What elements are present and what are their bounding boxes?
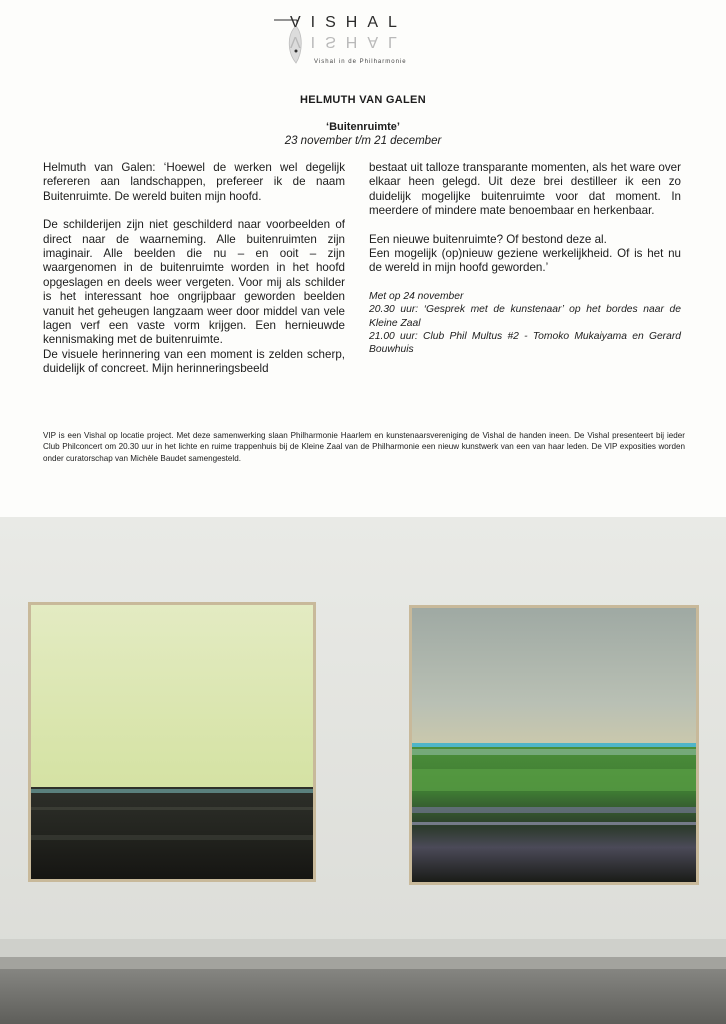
logo-wordmark-reflection: VISHAL <box>290 33 407 50</box>
paragraph-paintings: De schilderijen zijn niet geschilderd naar voorbeelden of direct naar de waarneming. Alle buitenruimten zijn imaginair. Alle beelden die nu – en ooit – zijn waargenomen in de buitenruimte worden in het hoofd opgeslagen en deels weer vergeten. Voor mij als schilder is het interessant hoe ongrijpbaar geworden beelden vanuit het geheugen langzaam weer door middel van vele lagen verf een vaste vorm krijgen. Een hernieuwde kennismaking met de buitenruimte. <box>43 218 345 347</box>
text-column-left <box>43 161 345 377</box>
paragraph-closing: Een mogelijk (op)nieuw geziene werkelijkheid. Of is het nu de wereld in mijn hoofd geworden.’ <box>369 247 681 275</box>
vishal-logo <box>270 8 460 73</box>
paragraph-memory: De visuele herinnering van een moment is zelden scherp, duidelijk of concreet. Mijn herinneringsbeeld <box>43 347 345 376</box>
text-column-right <box>369 161 681 357</box>
events-intro: Met op 24 november <box>369 290 464 302</box>
paragraph-moments: bestaat uit talloze transparante momenten, als het ware over elkaar heen gelegd. Uit deze brei destilleer ik een zo duidelijk mogelijke buitenruimte voor dat moment. In meerdere of mindere mate benoembaar en herkenbaar. <box>369 161 681 218</box>
footer-note: VIP is een Vishal op locatie project. Met deze samenwerking slaan Philharmonie Haarlem en kunstenaarsvereniging de Vishal de handen ineen. De Vishal presenteert bij ieder Club Philconcert om 20.30 uur in het lichte en ruime trappenhuis bij de Kleine Zaal van de Philharmonie een nieuw kunstwerk van een van haar leden. De VIP exposities worden onder curatorschap van Michèle Baudet samengesteld. <box>43 431 685 463</box>
exhibition-dates: 23 november t/m 21 december <box>284 135 442 147</box>
artist-name: HELMUTH VAN GALEN <box>300 94 426 106</box>
paragraph-intro: Helmuth van Galen: ‘Hoewel de werken wel degelijk refereren aan landschappen, prefereer ik de naam Buitenruimte. De wereld buiten mijn hoofd. <box>43 161 345 203</box>
paragraph-question: Een nieuwe buitenruimte? Of bestond deze al. <box>369 232 607 246</box>
events-list <box>369 290 681 357</box>
exhibition-title: ‘Buitenruimte’ <box>326 121 400 133</box>
event-item: 21.00 uur: Club Phil Multus #2 - Tomoko Mukaiyama en Gerard Bouwhuis <box>369 331 681 356</box>
event-item: 20.30 uur: ‘Gesprek met de kunstenaar’ op het bordes naar de Kleine Zaal <box>369 304 681 329</box>
gallery-photo <box>0 517 726 1024</box>
gallery-photo-illustration <box>0 517 726 1024</box>
logo-tagline: Vishal in de Philharmonie <box>314 59 407 65</box>
logo-wordmark: VISHAL <box>290 14 407 31</box>
